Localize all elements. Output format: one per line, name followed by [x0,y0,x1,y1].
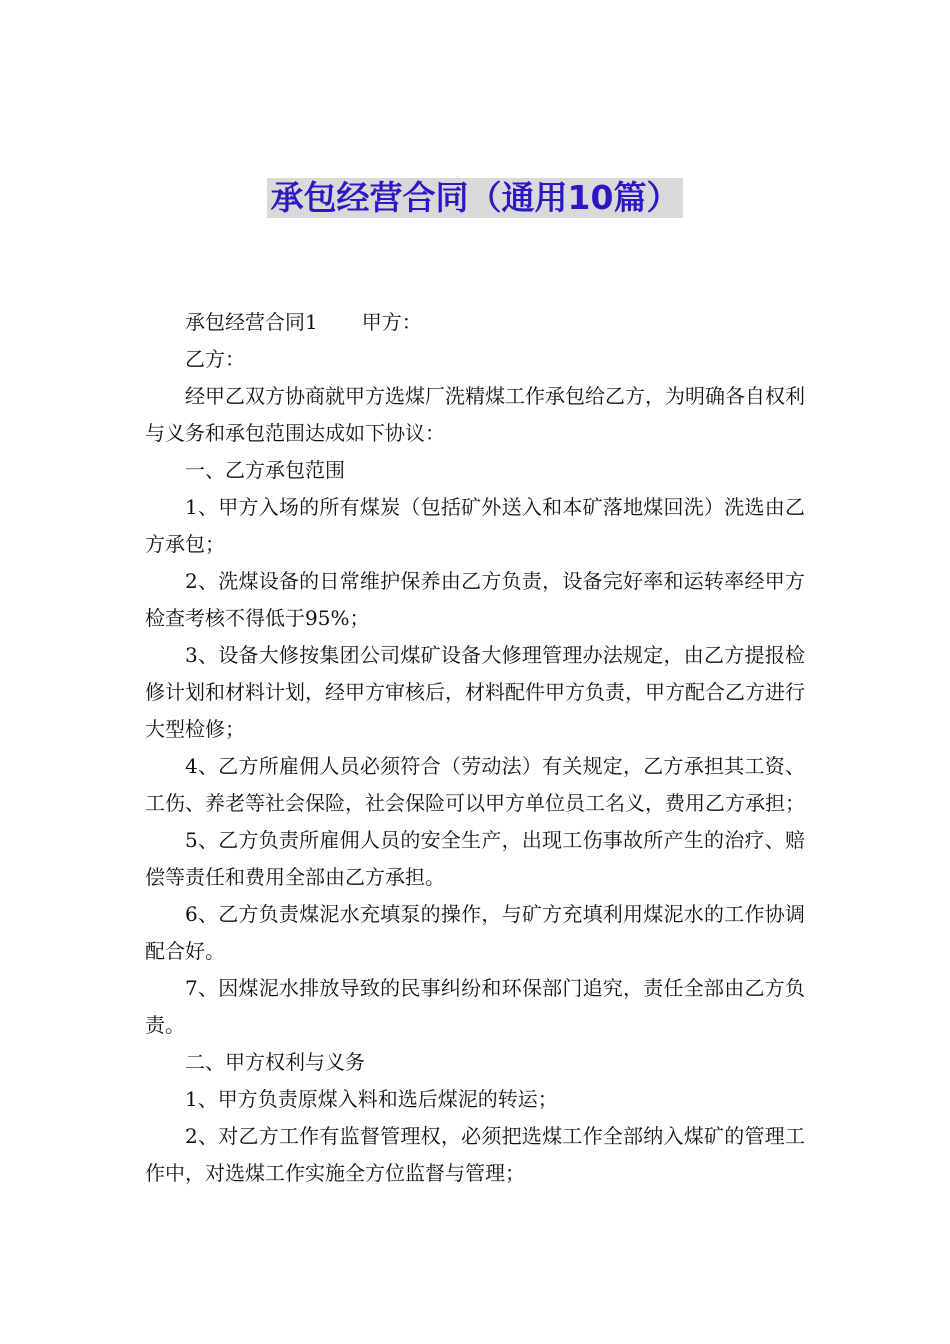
paragraph: 3、设备大修按集团公司煤矿设备大修理管理办法规定，由乙方提报检修计划和材料计划，经甲方审核后，材料配件甲方负责，甲方配合乙方进行大型检修； [145,643,805,741]
document-body [145,304,805,1192]
paragraph: 4、乙方所雇佣人员必须符合（劳动法）有关规定，乙方承担其工资、工伤、养老等社会保险，社会保险可以甲方单位员工名义，费用乙方承担； [145,754,805,815]
party-b-label: 乙方： [185,347,245,371]
party-a-label: 甲方： [361,310,422,334]
paragraph: 2、对乙方工作有监督管理权，必须把选煤工作全部纳入煤矿的管理工作中，对选煤工作实施全方位监督与管理； [145,1124,805,1185]
section-heading: 二、甲方权利与义务 [185,1050,365,1074]
contract-label: 承包经营合同1 [185,310,318,334]
document-title: 承包经营合同（通用10篇） [267,178,684,218]
paragraph: 2、洗煤设备的日常维护保养由乙方负责，设备完好率和运转率经甲方检查考核不得低于95%； [145,569,805,630]
section-heading: 一、乙方承包范围 [185,458,345,482]
paragraph: 5、乙方负责所雇佣人员的安全生产，出现工伤事故所产生的治疗、赔偿等责任和费用全部由乙方承担。 [145,828,805,889]
title-container [0,178,950,218]
paragraph: 1、甲方负责原煤入料和选后煤泥的转运； [185,1087,558,1111]
paragraph: 7、因煤泥水排放导致的民事纠纷和环保部门追究，责任全部由乙方负责。 [145,976,805,1037]
intro-line [145,304,805,341]
paragraph: 经甲乙双方协商就甲方选煤厂洗精煤工作承包给乙方，为明确各自权利与义务和承包范围达成如下协议： [145,384,805,445]
paragraph: 1、甲方入场的所有煤炭（包括矿外送入和本矿落地煤回洗）洗选由乙方承包； [145,495,805,556]
paragraph: 6、乙方负责煤泥水充填泵的操作，与矿方充填利用煤泥水的工作协调配合好。 [145,902,805,963]
